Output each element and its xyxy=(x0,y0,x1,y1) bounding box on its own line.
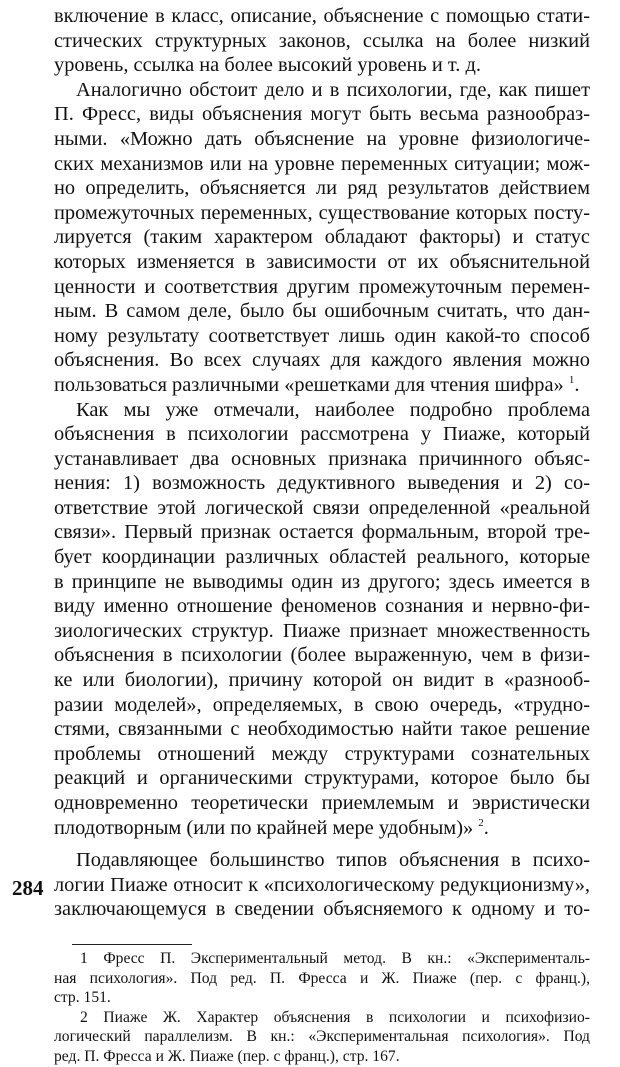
text-line: логии Пиаже относит к «психологическому редукционизму», xyxy=(54,873,590,896)
text-line: разии моделей», определяемых, в свою очередь, «трудно- xyxy=(54,693,590,716)
footnote-line: 1 Фресс П. Экспериментальный метод. В кн.: «Эксперименталь- xyxy=(80,949,590,967)
footnotes xyxy=(54,949,590,1067)
text-line: стями, связанными с необходимостью найти такое решение xyxy=(54,718,590,741)
text-line: связи». Первый признак остается формальным, второй тре- xyxy=(54,521,590,544)
text-line: бует координации различных областей реального, которые xyxy=(54,546,590,569)
text-line: Аналогично обстоит дело и в психологии, где, как пишет xyxy=(76,78,590,101)
text-line: лируется (таким характером обладают факторы) и статус xyxy=(54,226,590,249)
text-line: но определить, объясняется ли ряд результатов действием xyxy=(54,177,590,200)
text-line: уровень, ссылка на более высокий уровень и т. д. xyxy=(54,54,481,77)
text-line: ному результату соответствует лишь один какой-то способ xyxy=(54,324,590,347)
text-line: ными. «Можно дать объяснение на уровне физиологиче- xyxy=(54,127,590,150)
body-text xyxy=(54,4,590,922)
text-line: ских механизмов или на уровне переменных ситуации; мож- xyxy=(54,152,590,175)
paragraph-gap xyxy=(54,840,590,848)
text-segment: плодотворным (или по крайней мере удобным)» xyxy=(54,816,474,839)
text-line: включение в класс, описание, объяснение с помощью стати- xyxy=(54,5,590,27)
text-line: стических структурных законов, ссылка на более низкий xyxy=(54,29,590,52)
text-line: зиологических структур. Пиаже признает множественность xyxy=(54,619,590,642)
text-line: виду именно отношение феноменов сознания и нервно-фи- xyxy=(54,595,590,618)
footnote-ref: 1 xyxy=(568,374,575,387)
text-line: одновременно теоретически приемлемым и эвристически xyxy=(54,792,590,814)
text-line: объяснения в психологии (более выраженную, чем в физи- xyxy=(54,644,590,667)
text-line-with-ref: пользоваться различными «решетками для чтения шифра» $^1$. xyxy=(54,373,580,396)
page-number: 284 xyxy=(12,876,44,900)
footnote-divider xyxy=(72,944,192,945)
text-line: которых изменяется в зависимости от их объяснительной xyxy=(54,250,590,273)
footnote-line: ред. П. Фресса и Ж. Пиаже (пер. с франц.), стр. 167. xyxy=(54,1047,400,1065)
text-line: промежуточных переменных, существование которых посту- xyxy=(54,201,590,224)
footnote-line: логический параллелизм. В кн.: «Экспериментальная психология». Под xyxy=(54,1028,590,1046)
text-line: объяснения. Во всех случаях для каждого явления можно xyxy=(54,349,590,372)
text-line: ответствие этой логической связи определенной «реальной xyxy=(54,496,590,519)
text-line: ценности и соответствия другим промежуточным перемен- xyxy=(54,275,590,298)
text-line: Подавляющее большинство типов объяснения в психо- xyxy=(76,849,590,872)
text-line: нения: 1) возможность дедуктивного выведения и 2) со- xyxy=(54,472,590,495)
text-line: заключающемуся в сведении объясняемого к одному и то- xyxy=(54,898,590,921)
text-line: в принципе не выводимы один из другого; здесь имеется в xyxy=(54,570,590,593)
text-line: устанавливает два основных признака причинного объяс- xyxy=(54,447,590,470)
text-line: ке или биологии), причину которой он видит в «разнооб- xyxy=(54,669,590,692)
text-line: П. Фресс, виды объяснения могут быть весьма разнообраз- xyxy=(54,103,590,126)
text-line: Как мы уже отмечали, наиболее подробно проблема xyxy=(76,398,590,421)
footnote-ref: 2 xyxy=(478,816,484,829)
footnote-line: ная психология». Под ред. П. Фресса и Ж. Пиаже (пер. с франц.), xyxy=(54,969,590,987)
footnote-line: стр. 151. xyxy=(54,989,111,1007)
text-line-with-ref: плодотворным (или по крайней мере удобным)» $^2$. xyxy=(54,816,489,839)
text-segment: пользоваться различными «решетками для чтения шифра» xyxy=(54,373,564,396)
text-line: реакций и органическими структурами, которое было бы xyxy=(54,767,590,790)
footnote-line: 2 Пиаже Ж. Характер объяснения в психологии и психофизио- xyxy=(80,1008,590,1026)
text-line: проблемы отношений между структурами сознательных xyxy=(54,742,590,765)
text-line: объяснения в психологии рассмотрена у Пиаже, который xyxy=(54,423,590,446)
text-line: ным. В самом деле, было бы ошибочным считать, что дан- xyxy=(54,300,590,323)
